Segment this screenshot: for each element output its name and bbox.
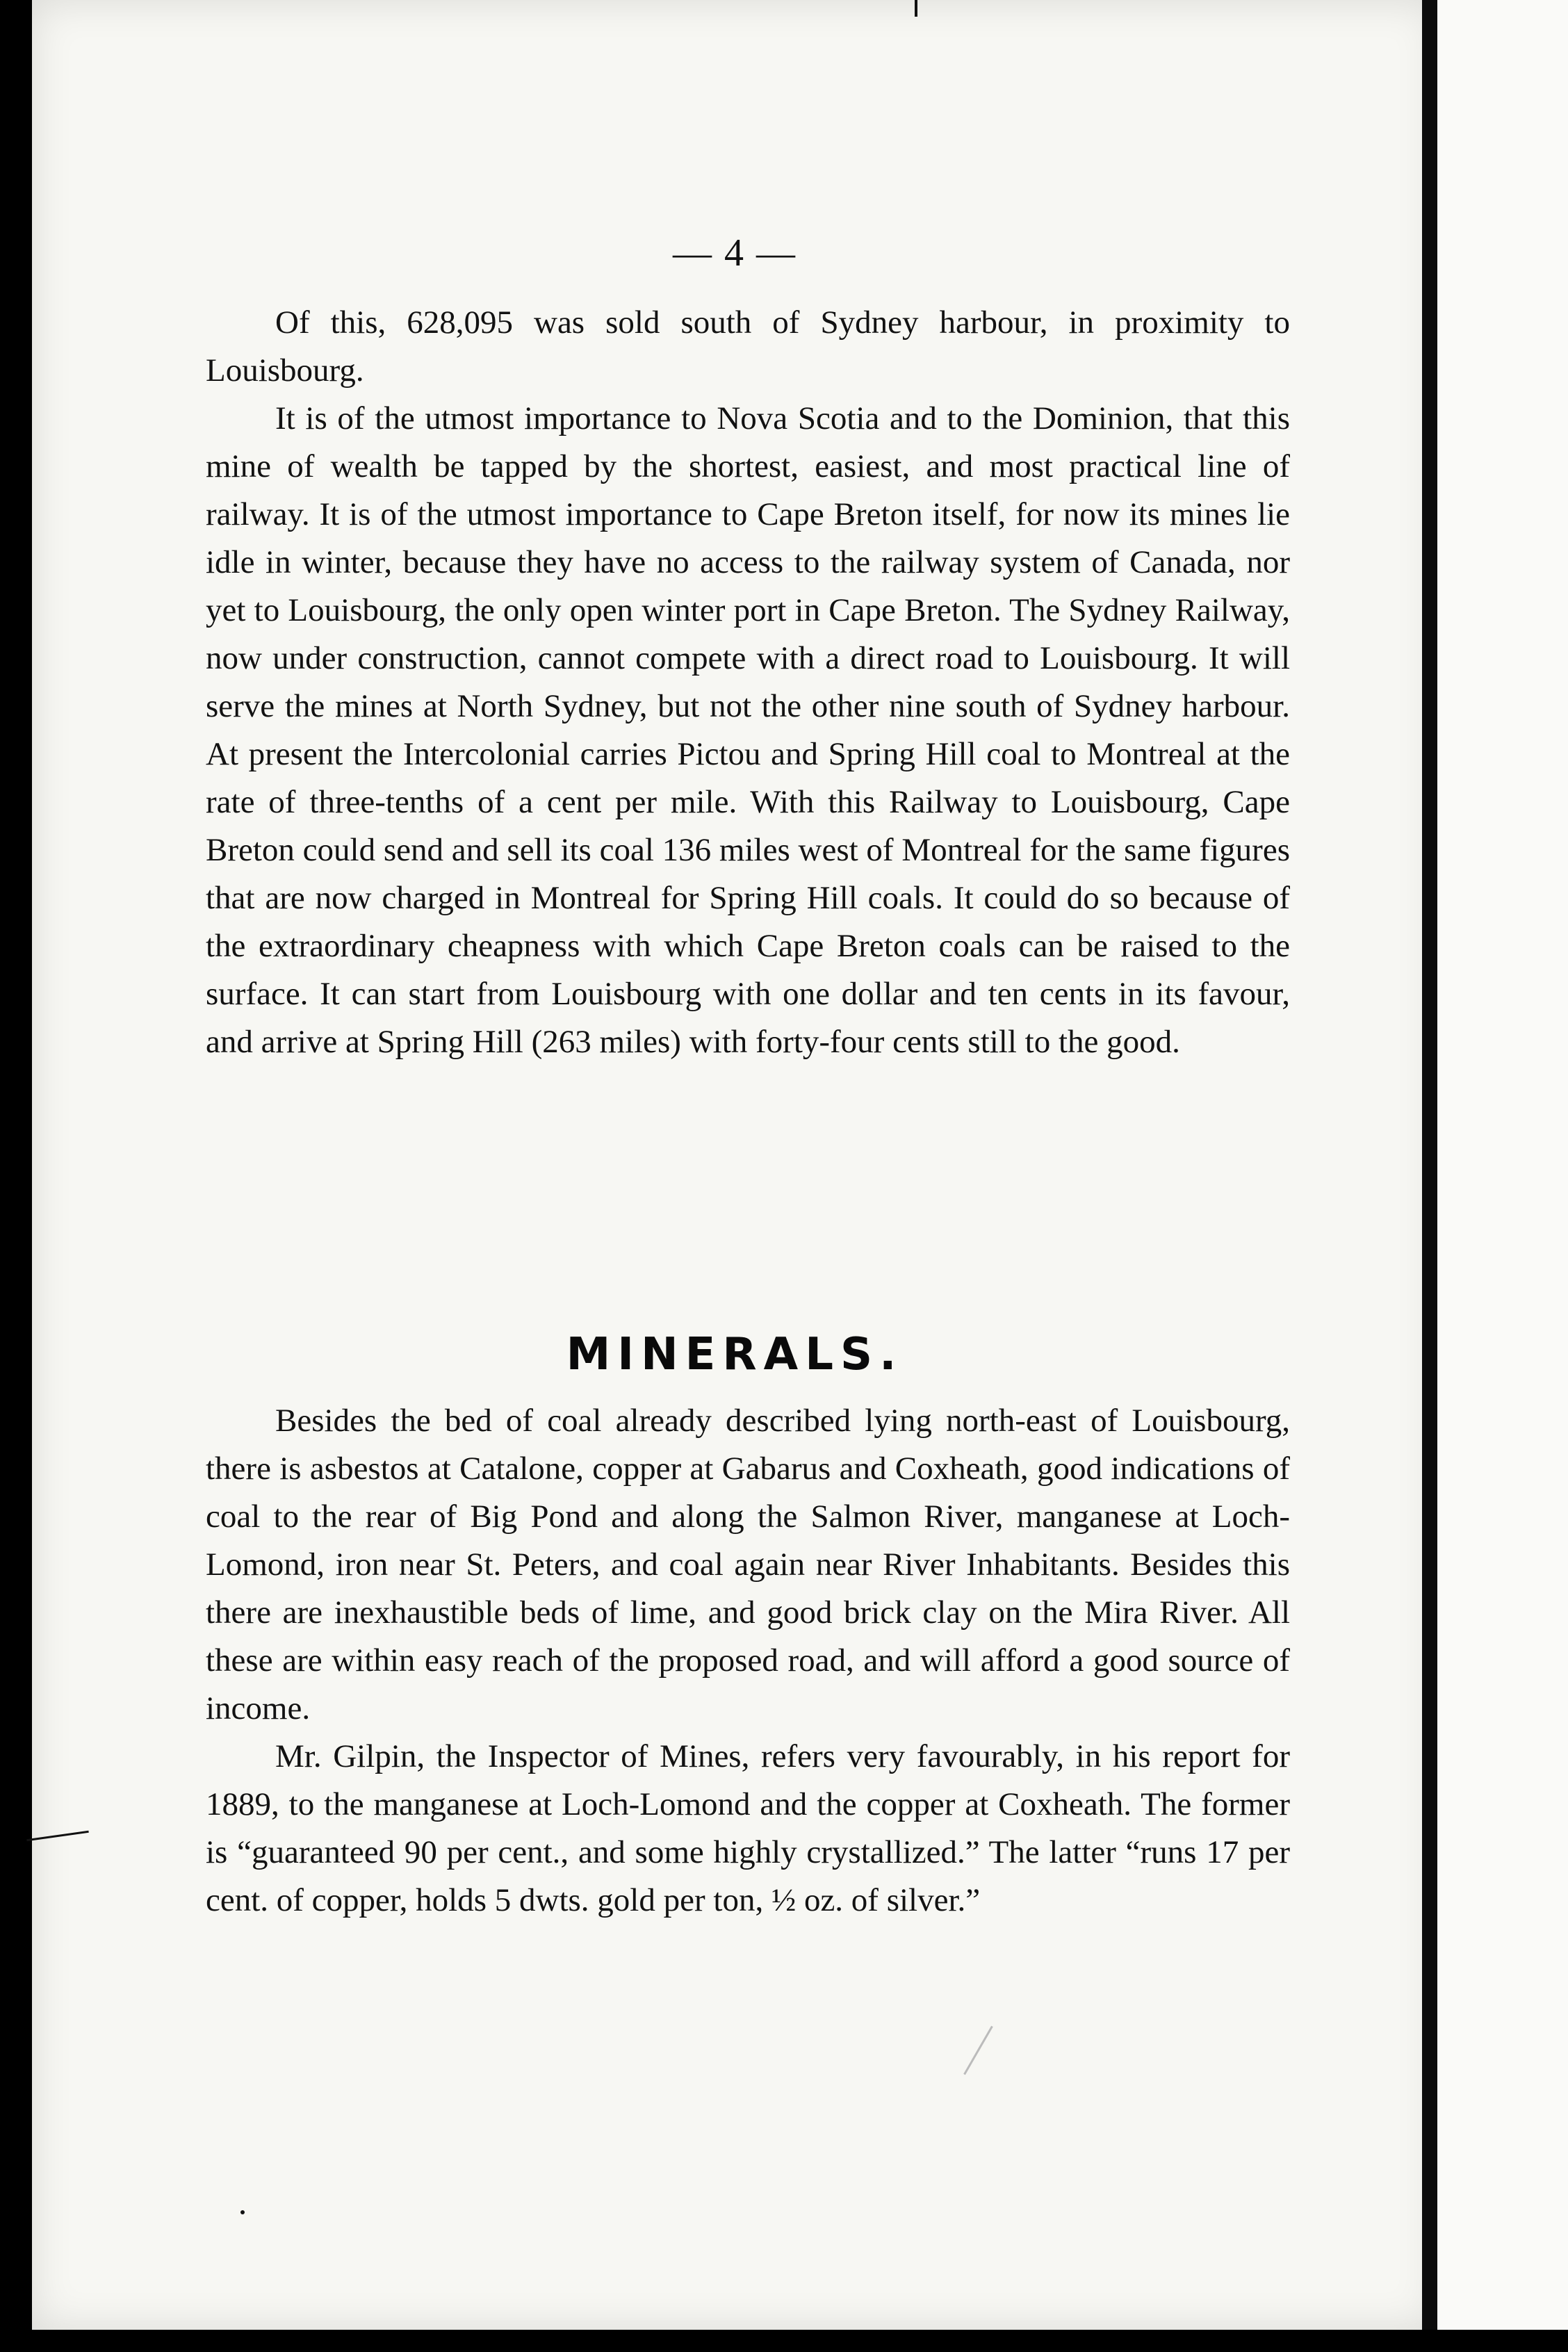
section-heading-minerals: MINERALS. (566, 1329, 904, 1380)
scan-scratch (26, 1831, 89, 1841)
document-page (32, 0, 1437, 2330)
body-text-bottom (206, 1397, 1290, 1925)
scan-speck (915, 0, 917, 17)
page-number: — 4 — (673, 231, 797, 275)
scan-bottom-border (0, 2330, 1568, 2352)
scan-speck (240, 2210, 245, 2214)
facing-page-edge (1437, 0, 1568, 2352)
paragraph-3: Besides the bed of coal already described lying north-east of Louisbourg, there is asbestos at Catalone, copper at Gabarus and Coxheath, good indications of coal to the rear of Big Pond and along the Salmon River, manganese at Loch-Lomond, iron near St. Peters, and coal again near River Inhabitants. Besides this there are inexhaustible beds of lime, and good brick clay on the Mira River. All these are within easy reach of the proposed road, and will afford a good source of income. (206, 1403, 1290, 1726)
body-text-top (206, 299, 1290, 1066)
paragraph-1: Of this, 628,095 was sold south of Sydney harbour, in proximity to Louisbourg. (206, 304, 1290, 389)
paragraph-4: Mr. Gilpin, the Inspector of Mines, refers very favourably, in his report for 1889, to the manganese at Loch-Lomond and the copper at Coxheath. The former is “guaranteed 90 per cent., and some highly crystallized.” The latter “runs 17 per cent. of copper, holds 5 dwts. gold per ton, ½ oz. of silver.” (206, 1738, 1290, 1918)
scan-scratch (963, 2026, 993, 2075)
paragraph-2: It is of the utmost importance to Nova Scotia and to the Dominion, that this mine of wealth be tapped by the shortest, easiest, and most practical line of railway. It is of the utmost importance to Cape Breton itself, for now its mines lie idle in winter, because they have no access to the railway system of Canada, nor yet to Louisbourg, the only open winter port in Cape Breton. The Sydney Railway, now under construction, cannot compete with a direct road to Louisbourg. It will serve the mines at North Sydney, but not the other nine south of Sydney harbour. At present the Intercolonial carries Pictou and Spring Hill coal to Montreal at the rate of three-tenths of a cent per mile. With this Railway to Louisbourg, Cape Breton could send and sell its coal 136 miles west of Montreal for the same figures that are now charged in Montreal for Spring Hill coals. It could do so because of the extraordinary cheapness with which Cape Breton coals can be raised to the surface. It can start from Louisbourg with one dollar and ten cents in its favour, and arrive at Spring Hill (263 miles) with forty-four cents still to the good. (206, 400, 1290, 1060)
